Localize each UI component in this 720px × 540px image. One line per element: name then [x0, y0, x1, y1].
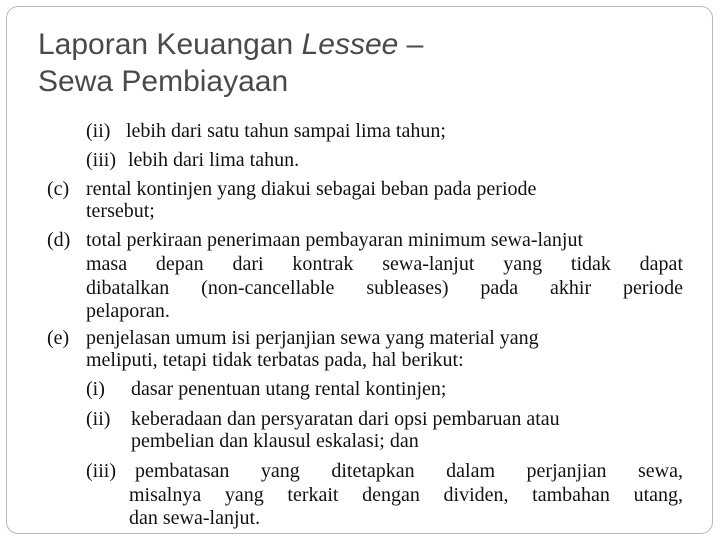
- sub-ii-line1: keberadaan dan persyaratan dari opsi pembaruan atau: [131, 408, 560, 430]
- title-line2: Sewa Pembiayaan: [38, 65, 289, 98]
- sub-iii-line1: pembatasan yang ditetapkan dalam perjanjian sewa,: [135, 460, 683, 482]
- title-part1: Laporan Keuangan: [38, 28, 302, 61]
- item-c-marker: (c): [47, 178, 70, 200]
- sub-i-text: dasar penentuan utang rental kontinjen;: [131, 378, 447, 400]
- sub-iii-line3: dan sewa-lanjut.: [129, 507, 261, 529]
- item-e-line2: meliputi, tetapi tidak terbatas pada, hal berikut:: [86, 349, 464, 371]
- item-d-marker: (d): [47, 229, 71, 251]
- sub-iii-marker: (iii): [86, 460, 116, 482]
- sub-ii-marker: (ii): [86, 408, 111, 430]
- item-d-line1: total perkiraan penerimaan pembayaran minimum sewa-lanjut: [86, 229, 584, 251]
- title-part2: –: [398, 28, 424, 61]
- item-ii-marker: (ii): [86, 120, 111, 142]
- item-e-line1: penjelasan umum isi perjanjian sewa yang material yang: [86, 327, 539, 349]
- sub-i-marker: (i): [86, 378, 105, 400]
- item-e-marker: (e): [47, 327, 70, 349]
- item-d-line2: masa depan dari kontrak sewa-lanjut yang tidak dapat: [86, 253, 683, 275]
- item-iii-marker: (iii): [86, 149, 116, 171]
- item-iii-text: lebih dari lima tahun.: [128, 149, 300, 171]
- item-d-line4: pelaporan.: [86, 300, 170, 322]
- item-ii-text: lebih dari satu tahun sampai lima tahun;: [126, 120, 446, 142]
- item-c-line2: tersebut;: [86, 200, 155, 222]
- sub-ii-line2: pembelian dan klausul eskalasi; dan: [131, 430, 419, 452]
- item-c-line1: rental kontinjen yang diakui sebagai beban pada periode: [86, 178, 537, 200]
- sub-iii-line2: misalnya yang terkait dengan dividen, tambahan utang,: [129, 484, 683, 506]
- title-italic-lessee: Lessee: [301, 28, 399, 61]
- item-d-line3: dibatalkan (non-cancellable subleases) pada akhir periode: [86, 277, 683, 299]
